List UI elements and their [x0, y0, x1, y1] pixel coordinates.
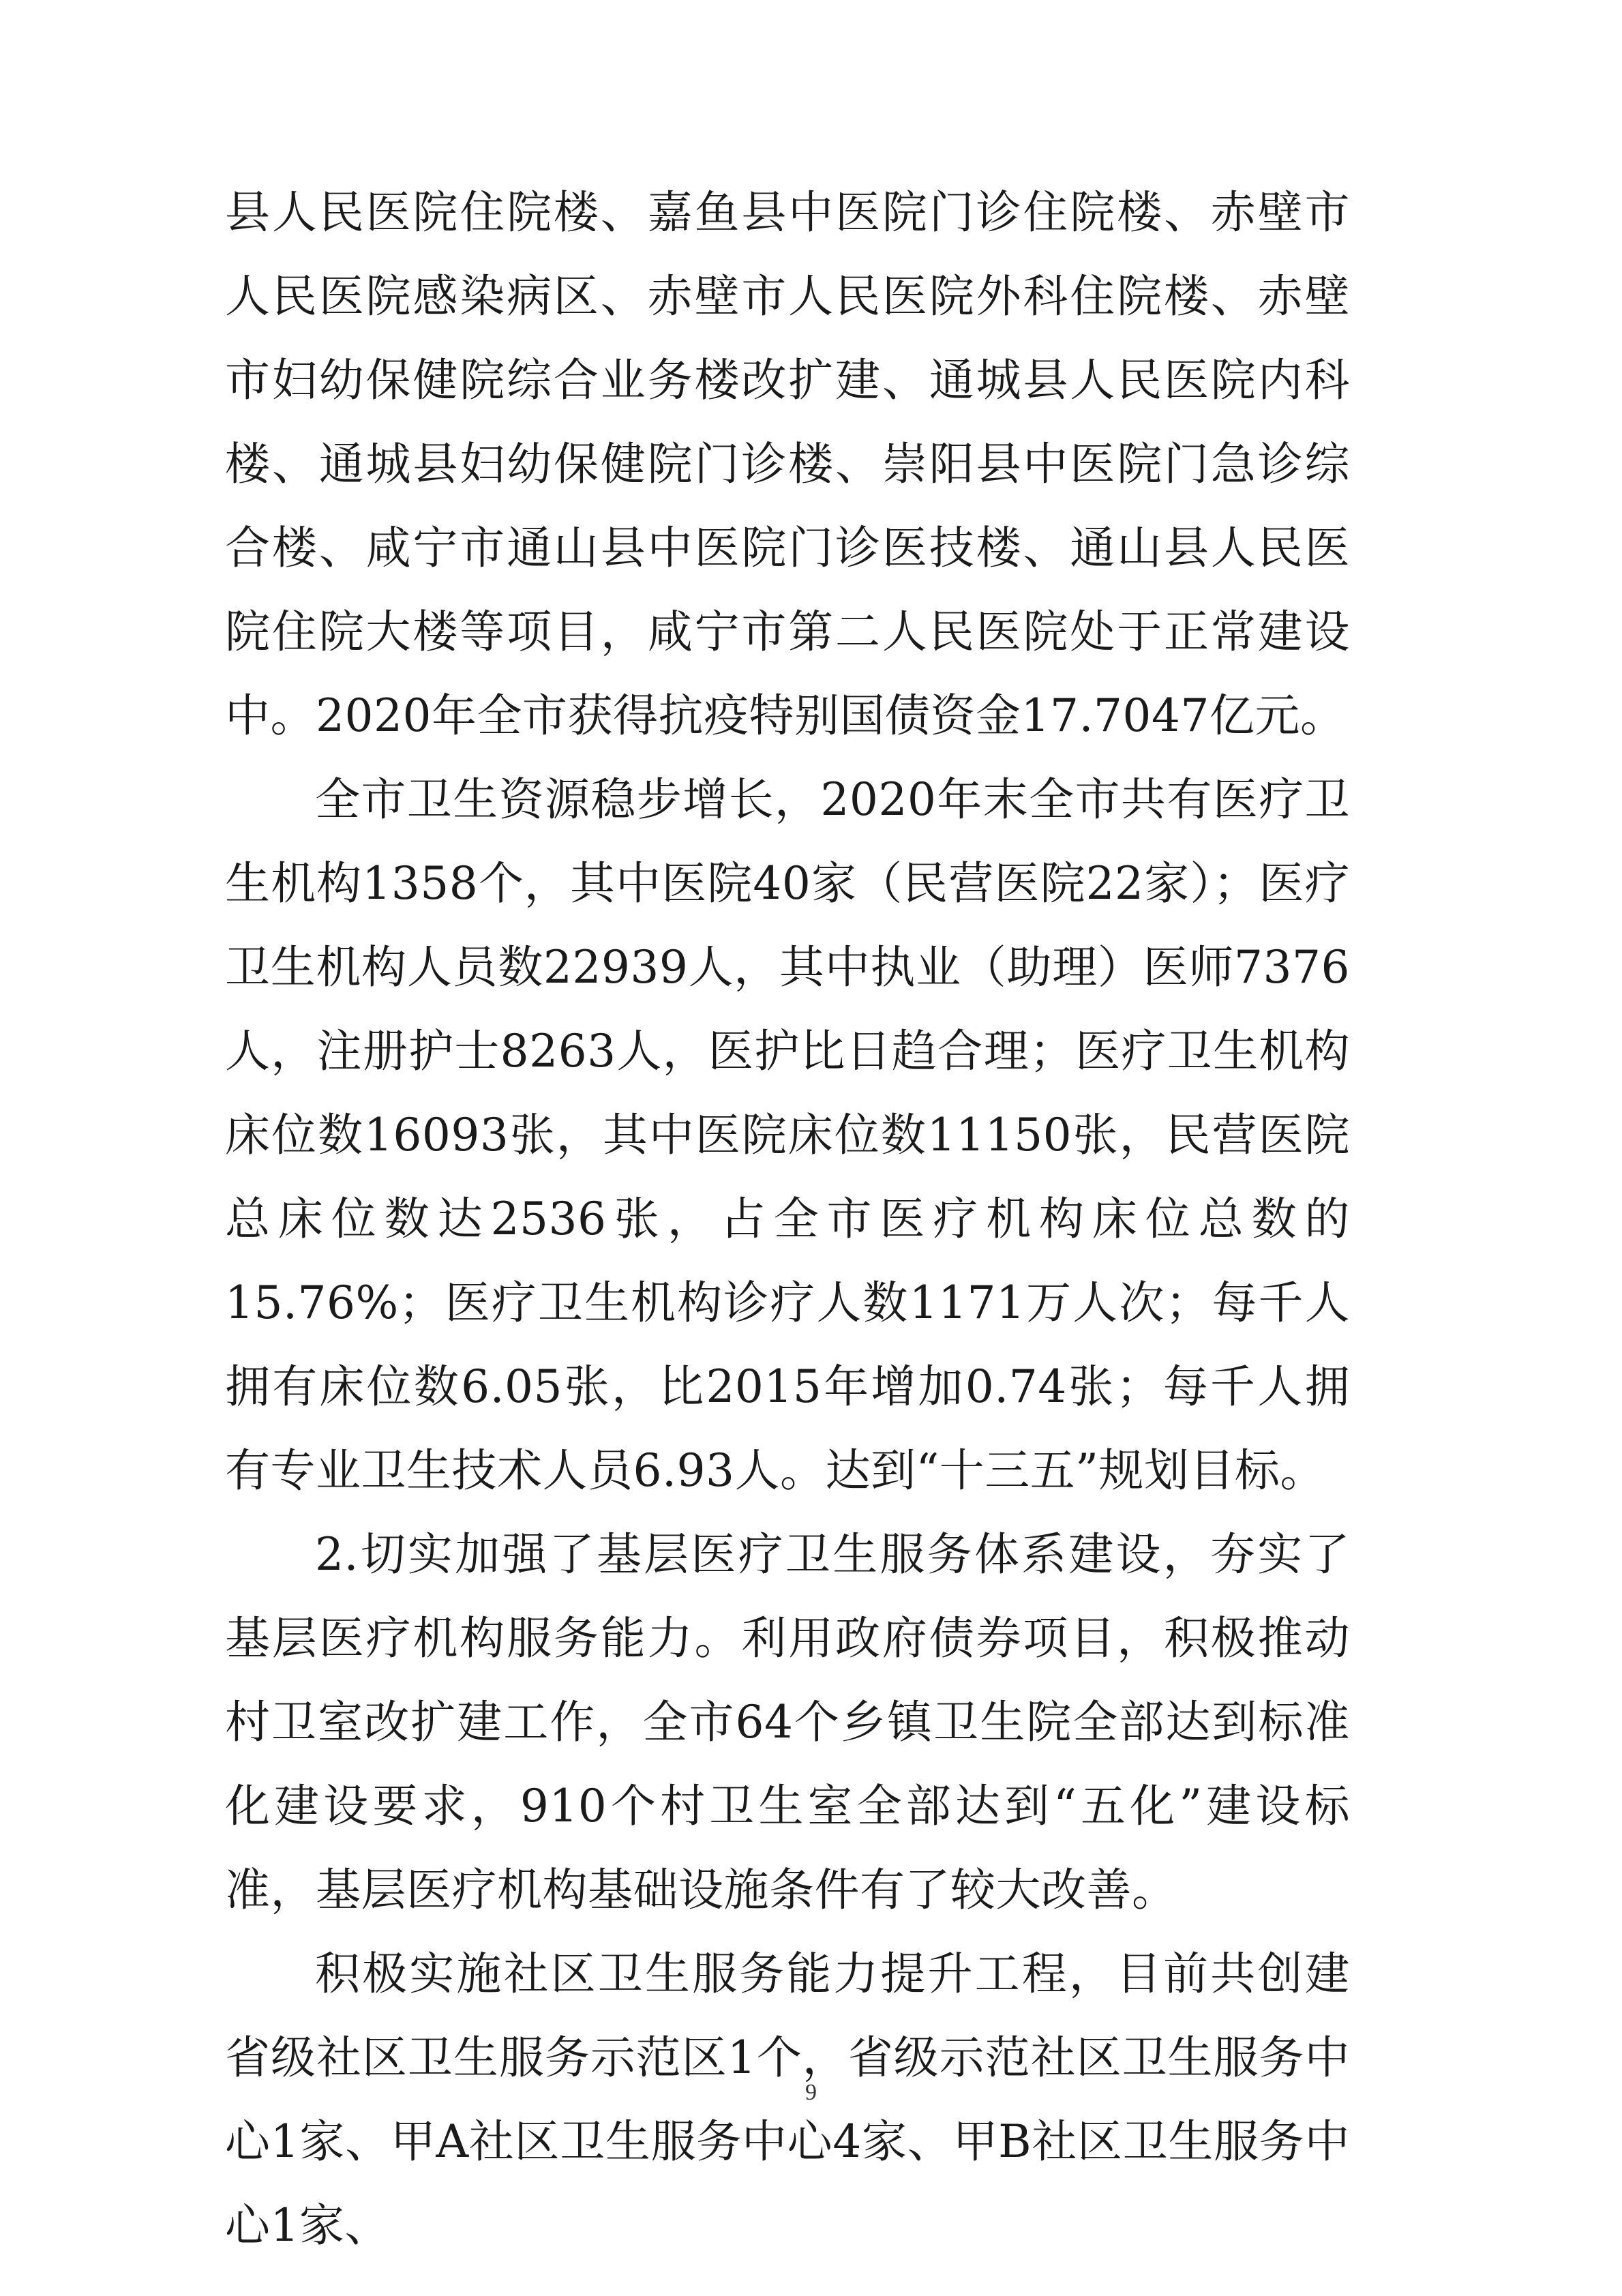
- paragraph-primary-care: 2.切实加强了基层医疗卫生服务体系建设，夯实了基层医疗机构服务能力。利用政府债券项目，积极推动村卫室改扩建工作，全市64个乡镇卫生院全部达到标准化建设要求，910个村卫生室全部达到“五化”建设标准，基层医疗机构基础设施条件有了较大改善。: [225, 1528, 1350, 1916]
- document-body: [225, 170, 1350, 2267]
- paragraph-health-resources: 全市卫生资源稳步增长，2020年末全市共有医疗卫生机构1358个，其中医院40家（民营医院22家）；医疗卫生机构人员数22939人，其中执业（助理）医师7376人，注册护士8263人，医护比日趋合理；医疗卫生机构床位数16093张，其中医院床位数11150张，民营医院总床位数达2536张，占全市医疗机构床位总数的15.76%；医疗卫生机构诊疗人数1171万人次；每千人拥有床位数6.05张，比2015年增加0.74张；每千人拥有专业卫生技术人员6.93人。达到“十三五”规划目标。: [225, 773, 1350, 1497]
- paragraph-community-health: 积极实施社区卫生服务能力提升工程，目前共创建省级社区卫生服务示范区1个，省级示范社区卫生服务中心1家、甲A社区卫生服务中心4家、甲B社区卫生服务中心1家、: [225, 1948, 1350, 2252]
- paragraph-hospital-projects: 县人民医院住院楼、嘉鱼县中医院门诊住院楼、赤壁市人民医院感染病区、赤壁市人民医院外科住院楼、赤壁市妇幼保健院综合业务楼改扩建、通城县人民医院内科楼、通城县妇幼保健院门诊楼、崇阳县中医院门急诊综合楼、咸宁市通山县中医院门诊医技楼、通山县人民医院住院大楼等项目，咸宁市第二人民医院处于正常建设中。2020年全市获得抗疫特别国债资金17.7047亿元。: [225, 186, 1350, 742]
- page-number: 9: [805, 2080, 817, 2105]
